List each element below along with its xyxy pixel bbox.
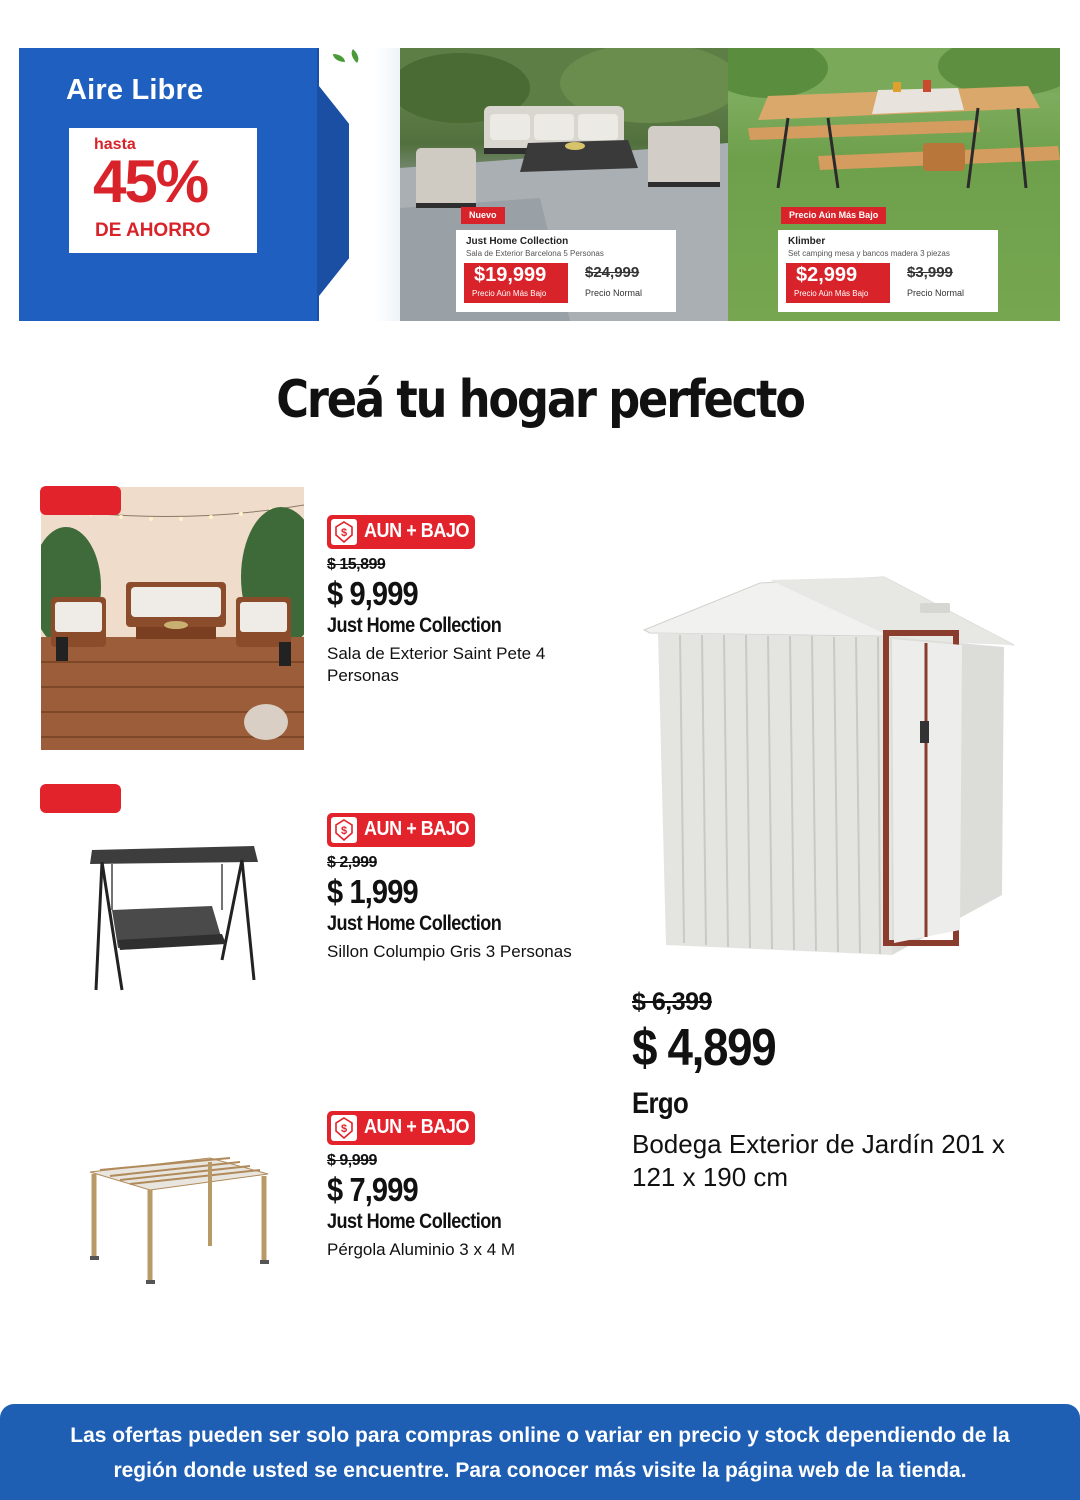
shed-photo [640,575,1020,970]
price-down-icon [331,519,357,545]
product-description: Sillon Columpio Gris 3 Personas [327,942,572,961]
deal-tag: Nuevo [461,207,505,224]
deal-old-price: $3,999 [907,264,953,281]
discount-suffix: DE AHORRO [95,220,211,241]
disclaimer-footer [0,1404,1080,1500]
swing-photo [82,840,262,1000]
pergola-photo [80,1150,272,1290]
product-brand: Just Home Collection [327,614,502,637]
featured-brand: Ergo [632,1087,689,1120]
discount-box [69,128,257,253]
deal-price-label: Precio Aún Más Bajo [472,289,547,298]
disclaimer-line-1: Las ofertas pueden ser solo para compras online o variar en precio y stock dependiendo de la [70,1424,1010,1447]
product-brand: Just Home Collection [327,912,502,935]
featured-price: $ 4,899 [632,1019,776,1077]
banner-title: Aire Libre [66,74,204,106]
deal-brand: Klimber [788,236,826,247]
current-price: $ 9,999 [327,575,418,612]
aun-mas-bajo-badge [327,1111,475,1145]
svg-text:$: $ [340,527,348,539]
product-brand: Just Home Collection [327,1210,502,1233]
deal-description: Sala de Exterior Barcelona 5 Personas [466,249,604,258]
current-price: $ 7,999 [327,1171,418,1208]
patio-set-photo [41,487,304,750]
old-price: $ 9,999 [327,1152,377,1169]
deal-old-label: Precio Normal [907,288,965,298]
deal-brand: Just Home Collection [466,236,569,247]
product-description: Sala de Exterior Saint Pete 4 Personas [327,644,546,685]
aun-mas-bajo-badge [327,813,475,847]
discount-prefix: hasta [94,136,136,153]
deal-price-box [464,263,568,303]
svg-text:$: $ [340,1123,348,1135]
badge-label: AUN + BAJO [364,520,470,542]
deal-price: $19,999 [474,264,547,286]
svg-text:$: $ [340,825,348,837]
product-image-patio-set[interactable] [41,487,304,750]
offer-tag [40,486,121,515]
product-image-pergola[interactable] [80,1150,272,1290]
deal-price-label: Precio Aún Más Bajo [794,289,869,298]
deal-tag: Precio Aún Más Bajo [781,207,886,224]
price-down-icon [331,1115,357,1141]
page-heading: Creá tu hogar perfecto [276,370,804,430]
disclaimer-line-2: región donde usted se encuentre. Para conocer más visite la página web de la tienda. [113,1459,967,1482]
deal-photo-camping-set[interactable] [728,48,1060,321]
deal-card [456,230,676,312]
discount-value: 45% [93,148,208,215]
product-description: Pérgola Aluminio 3 x 4 M [327,1240,516,1259]
old-price: $ 2,999 [327,854,377,871]
old-price: $ 15,899 [327,556,386,573]
deal-price-box [786,263,890,303]
current-price: $ 1,999 [327,873,418,910]
deal-photo-patio-set[interactable] [400,48,728,321]
featured-description: Bodega Exterior de Jardín 201 x 121 x 190 cm [632,1129,1005,1192]
deal-card [778,230,998,312]
promo-banner[interactable] [19,48,1060,321]
offer-tag [40,784,121,813]
featured-old-price: $ 6,399 [632,988,712,1016]
product-image-swing[interactable] [82,840,262,1000]
deal-old-price: $24,999 [585,264,640,281]
badge-label: AUN + BAJO [364,1116,470,1138]
deal-price: $2,999 [796,264,858,286]
price-down-icon [331,817,357,843]
deal-description: Set camping mesa y bancos madera 3 piezas [788,249,950,258]
product-image-shed[interactable] [640,575,1020,970]
deal-old-label: Precio Normal [585,288,643,298]
badge-label: AUN + BAJO [364,818,470,840]
aun-mas-bajo-badge [327,515,475,549]
